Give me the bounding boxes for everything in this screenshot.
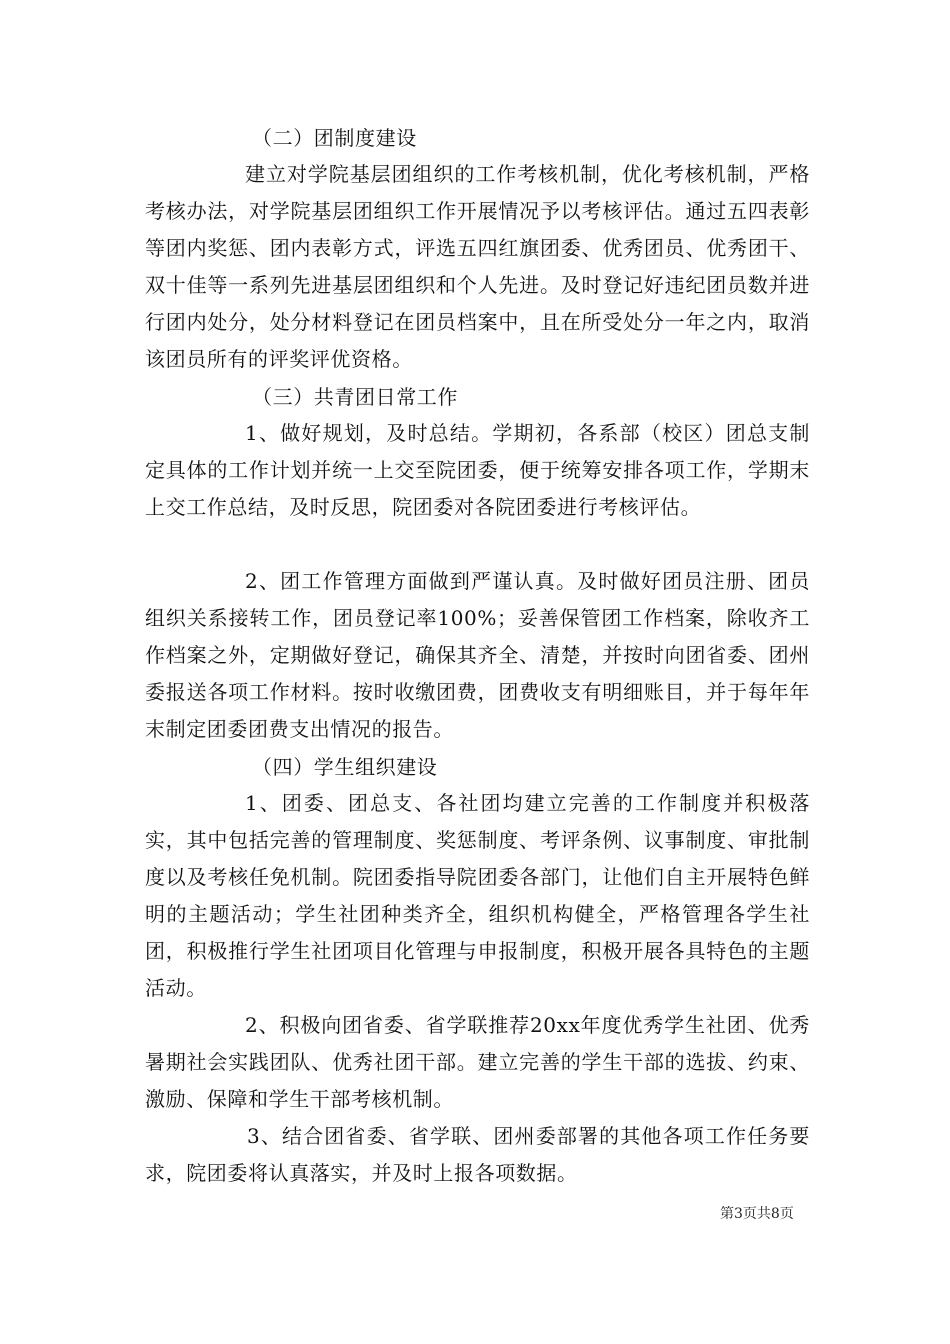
paragraph-work-systems: 1、团委、团总支、各社团均建立完善的工作制度并积极落实，其中包括完善的管理制度、奖惩制度、考评条例、议事制度、审批制度以及考核任免机制。院团委指导院团委各部门，让他们自主开展特色鲜明的主题活动；学生社团种类齐全，组织机构健全，严格管理各学生社团，积极推行学生社团项目化管理与申报制度，积极开展各具特色的主题活动。	[145, 791, 810, 1000]
paragraph-task-implementation: 3、结合团省委、省学联、团州委部署的其他各项工作任务要求，院团委将认真落实，并及时上报各项数据。	[145, 1124, 810, 1185]
page-number: 第3页共8页	[720, 1206, 794, 1222]
section-heading-student-organization: （四）学生组织建设	[252, 755, 438, 779]
paragraph-recommendations: 2、积极向团省委、省学联推荐20xx年度优秀学生社团、优秀暑期社会实践团队、优秀社团干部。建立完善的学生干部的选拔、约束、激励、保障和学生干部考核机制。	[145, 1013, 810, 1111]
paragraph-management-rigor: 2、团工作管理方面做到严谨认真。及时做好团员注册、团员组织关系接转工作，团员登记率100%；妥善保管团工作档案，除收齐工作档案之外，定期做好登记，确保其齐全、清楚，并按时向团省委、团州委报送各项工作材料。按时收缴团费，团费收支有明细账目，并于每年年末制定团委团费支出情况的报告。	[145, 569, 810, 741]
section-heading-system-building: （二）团制度建设	[252, 126, 417, 150]
paragraph-planning-summary: 1、做好规划，及时总结。学期初，各系部（校区）团总支制定具体的工作计划并统一上交至院团委，便于统筹安排各项工作，学期末上交工作总结，及时反思，院团委对各院团委进行考核评估。	[145, 421, 810, 519]
section-heading-daily-work: （三）共青团日常工作	[252, 385, 458, 409]
paragraph-assessment-mechanism: 建立对学院基层团组织的工作考核机制，优化考核机制，严格考核办法，对学院基层团组织工作开展情况予以考核评估。通过五四表彰等团内奖惩、团内表彰方式，评选五四红旗团委、优秀团员、优秀团干、双十佳等一系列先进基层团组织和个人先进。及时登记好违纪团员数并进行团内处分，处分材料登记在团员档案中，且在所受处分一年之内，取消该团员所有的评奖评优资格。	[145, 162, 810, 371]
